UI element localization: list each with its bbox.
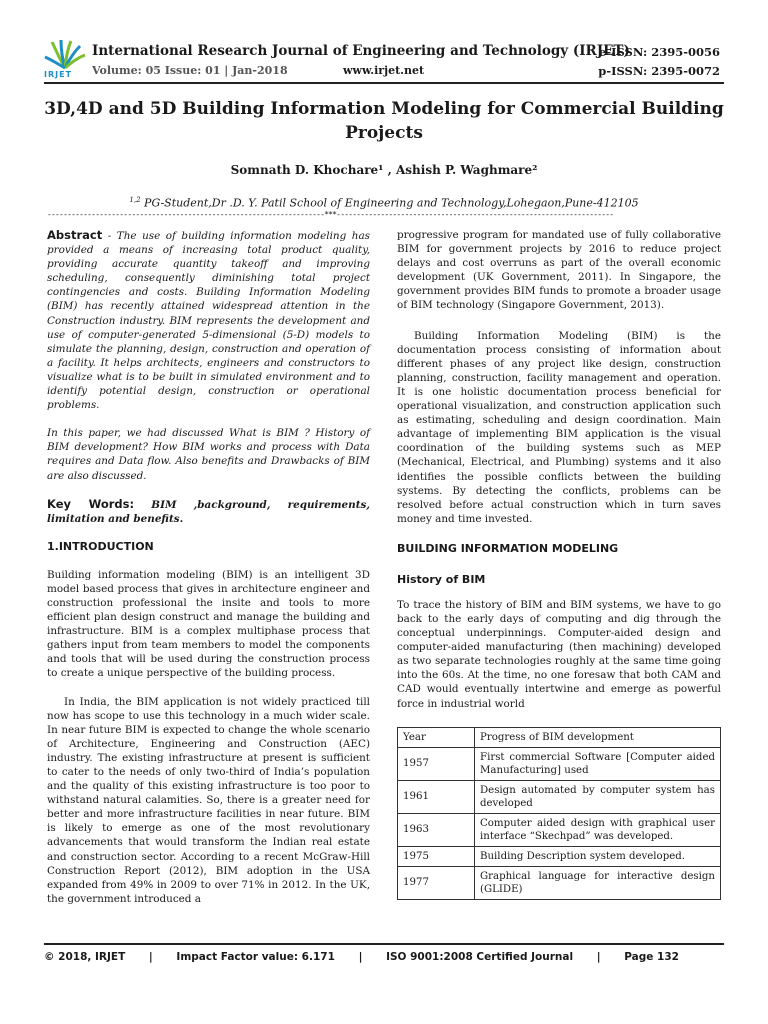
table-cell-year: 1957 xyxy=(398,747,475,780)
bim-paragraph: Building Information Modeling (BIM) is the documentation process consisting of information about different phases of any project like design, construction planning, construction, facility management and operation. It is one holistic documentation process beneficial for operational visualization, and construction application such as estimating, scheduling and design coordination. Main advantage of implementing BIM application is the visual coordination of the building systems such as MEP (Mechanical, Electrical, and Plumbing) systems and it also identifies the possible conflicts between the building systems. By detecting the conflicts, problems can be resolved before actual construction which in turn saves money and time invested. xyxy=(397,329,721,525)
footer-divider: | xyxy=(358,951,363,963)
paper-authors: Somnath D. Khochare¹ , Ashish P. Waghmare² xyxy=(230,163,538,177)
history-heading: History of BIM xyxy=(397,572,486,586)
intro-heading: 1.INTRODUCTION xyxy=(47,539,154,553)
footer-rule xyxy=(44,943,724,945)
keywords-text: BIM ,background, requirements, limitation and benefits. xyxy=(47,498,370,525)
table-cell-progress: Design automated by computer system has developed xyxy=(475,780,721,813)
table-header-progress: Progress of BIM development xyxy=(475,727,721,747)
history-paragraph: To trace the history of BIM and BIM systems, we have to go back to the early days of computing and dig through the conceptual underpinnings. Computer-aided design and computer-aided manufacturing (then machining) developed as two separate technologies roughly at the same time going into the 60s. At the time, no one foresaw that both CAM and CAD would eventually intertwine and emerge as powerful force in industrial world xyxy=(397,598,721,710)
abstract-label: Abstract xyxy=(47,228,103,242)
abstract-paragraph-2: In this paper, we had discussed What is BIM ? History of BIM development? How BIM works and process with Data requires and Data flow. Also benefits and Drawbacks of BIM are also discussed. xyxy=(47,427,370,482)
table-header-row xyxy=(398,727,721,747)
table-row xyxy=(398,813,721,846)
table-row xyxy=(398,747,721,780)
keywords-label: Key Words: xyxy=(47,496,135,511)
abstract-text: - The use of building information modeling has provided a means of increasing total product quality, providing accurate quantity takeoff and improving scheduling, consequently diminishing total project contingencies and costs. Building Information Modeling (BIM) has recently attained widespread attention in the Construction industry. BIM represents the development and use of computer-generated 5-dimensional (5-D) models to simulate the planning, design, construction and operation of a facility. It helps architects, engineers and constructors to visualize what is to be built in simulated environment and to identify potential design, construction or operational problems. xyxy=(47,230,370,412)
p-issn: p-ISSN: 2395-0072 xyxy=(598,64,720,78)
table-cell-year: 1977 xyxy=(398,866,475,899)
logo-text: IRJET xyxy=(44,70,73,79)
affiliation-text: PG-Student,Dr .D. Y. Patil School of Engineering and Technology,Lohegaon,Pune-412105 xyxy=(144,196,639,210)
affiliation xyxy=(40,196,728,210)
continued-paragraph: progressive program for mandated use of fully collaborative BIM for government projects by 2016 to reduce project delays and cost overruns as part of the overall economic development (UK Government, 2011). In Singapore, the government provides BIM funds to promote a broader usage of BIM technology (Singapore Government, 2013). xyxy=(397,229,721,312)
table-cell-progress: Computer aided design with graphical user interface “Skechpad” was developed. xyxy=(475,813,721,846)
intro-paragraph-2: In India, the BIM application is not widely practiced till now has scope to use this technology in a much wider scale. In near future BIM is expected to change the whole scenario of Architecture, Engineering and Construction (AEC) industry. The existing infrastructure at present is sufficient to cater to the needs of only two-third of India’s population and the quality of this existing infrastructure is too poor to withstand natural calamities. So, there is a greater need for better and more infrastructure facilities in near future. BIM is likely to emerge as one of the most revolutionary advancements that would transform the Indian real estate and construction sector. According to a recent McGraw-Hill Construction Report (2012), BIM adoption in the USA expanded from 49% in 2009 to over 71% in 2012. In the UK, the government introduced a xyxy=(47,695,370,905)
journal-website[interactable]: www.irjet.net xyxy=(343,64,425,77)
footer-page-number: Page 132 xyxy=(624,951,679,963)
footer-iso: ISO 9001:2008 Certified Journal xyxy=(386,951,574,963)
e-issn: e-ISSN: 2395-0056 xyxy=(599,45,720,59)
footer-copyright: © 2018, IRJET xyxy=(44,951,126,963)
table-cell-progress: Graphical language for interactive design (GLIDE) xyxy=(475,866,721,899)
right-column xyxy=(397,228,721,900)
table-cell-year: 1963 xyxy=(398,813,475,846)
table-row xyxy=(398,846,721,866)
footer-divider: | xyxy=(596,951,601,963)
keywords xyxy=(47,497,370,526)
intro-paragraph-1: Building information modeling (BIM) is an intelligent 3D model based process that gives in architecture engineer and construction professional the insite and tools to more efficient plan design construct and manage the building and infrastructure. BIM is a complex multiphase process that gathers input from team members to model the components and tools that will be used during the construction process to create a unique perspective of the building process. xyxy=(47,568,370,680)
left-column xyxy=(47,228,370,906)
table-row xyxy=(398,866,721,899)
table-cell-progress: Building Description system developed. xyxy=(475,846,721,866)
bim-history-table xyxy=(397,727,721,900)
footer-divider: | xyxy=(148,951,153,963)
affiliation-sup: 1,2 xyxy=(129,196,141,204)
header-rule xyxy=(44,82,724,84)
footer-impact-factor: Impact Factor value: 6.171 xyxy=(176,951,335,963)
table-cell-year: 1961 xyxy=(398,780,475,813)
abstract xyxy=(47,228,370,412)
journal-name: International Research Journal of Engineering and Technology (IRJET) xyxy=(92,43,630,59)
section-heading: BUILDING INFORMATION MODELING xyxy=(397,541,619,555)
table-cell-year: 1975 xyxy=(398,846,475,866)
separator-line: ---------------------------------------------------------------------***--------------------------------------------------------------------- xyxy=(47,210,614,219)
page-footer xyxy=(44,951,679,963)
paper-title: 3D,4D and 5D Building Information Modeling for Commercial Building Projects xyxy=(44,99,724,143)
table-row xyxy=(398,780,721,813)
table-header-year: Year xyxy=(398,727,475,747)
table-cell-progress: First commercial Software [Computer aided Manufacturing] used xyxy=(475,747,721,780)
volume-issue: Volume: 05 Issue: 01 | Jan-2018 xyxy=(92,64,288,77)
